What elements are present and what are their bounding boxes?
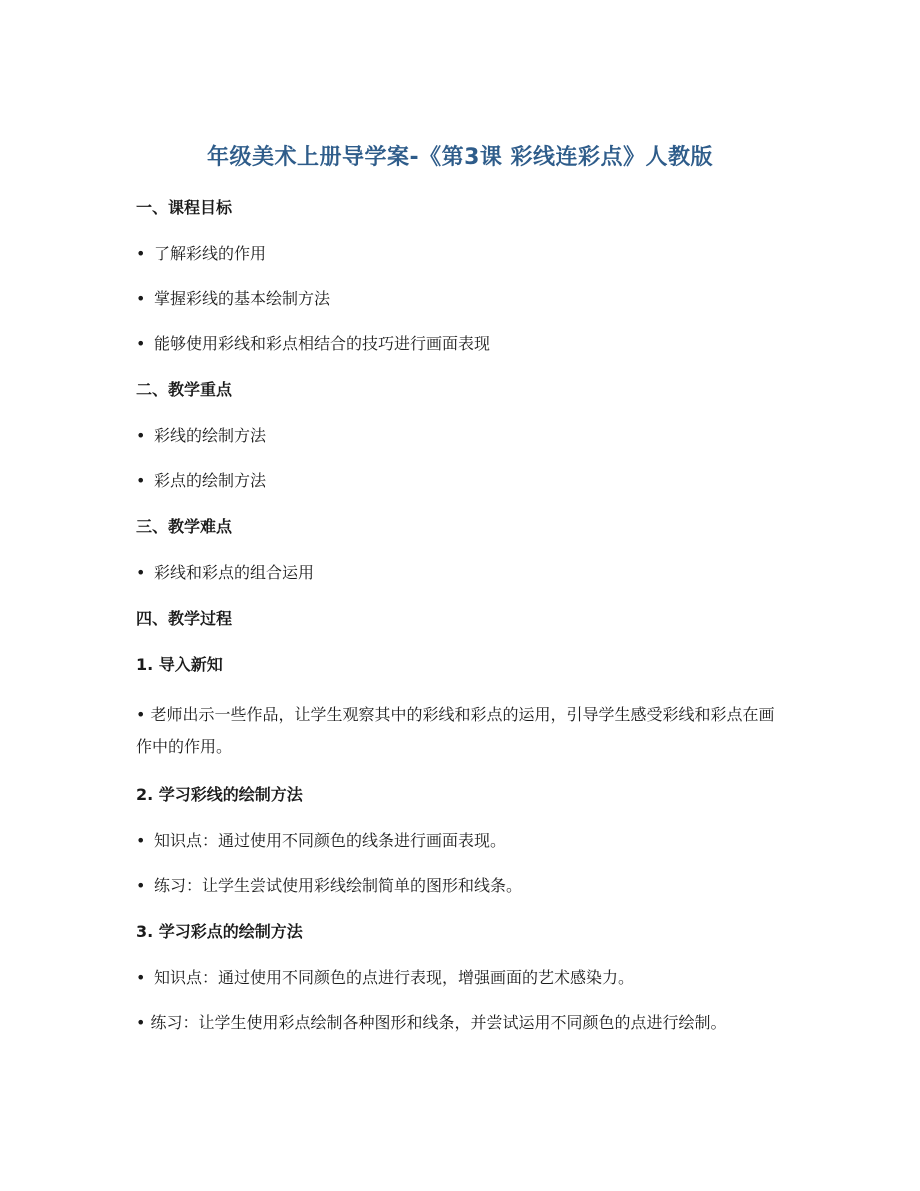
bullet-icon: • [136, 426, 146, 445]
section-heading-process: 四、教学过程 [136, 609, 233, 628]
list-item [136, 829, 784, 853]
bullet-icon: • [136, 289, 146, 308]
list-item-text: 彩线的绘制方法 [154, 426, 267, 445]
list-item [136, 561, 784, 585]
list-item-text: 知识点：通过使用不同颜色的点进行表现，增强画面的艺术感染力。 [154, 968, 635, 987]
step-heading-3: 3. 学习彩点的绘制方法 [136, 922, 303, 941]
bullet-icon: • [136, 563, 146, 582]
list-item [136, 332, 784, 356]
list-item [136, 469, 784, 493]
bullet-icon: • [136, 471, 146, 490]
section-heading-difficulties: 三、教学难点 [136, 517, 233, 536]
list-item [136, 699, 784, 763]
section-heading-key-points: 二、教学重点 [136, 380, 233, 399]
bullet-icon: • [136, 1013, 146, 1032]
step-heading-2: 2. 学习彩线的绘制方法 [136, 785, 303, 804]
list-item-text: 老师出示一些作品，让学生观察其中的彩线和彩点的运用，引导学生感受彩线和彩点在画作中的作用。 [136, 705, 775, 756]
bullet-icon: • [136, 334, 146, 353]
bullet-icon: • [136, 705, 146, 724]
bullet-icon: • [136, 831, 146, 850]
list-item [136, 874, 784, 898]
list-item [136, 287, 784, 311]
section-heading-goals: 一、课程目标 [136, 198, 233, 217]
list-item-text: 练习：让学生使用彩点绘制各种图形和线条，并尝试运用不同颜色的点进行绘制。 [150, 1013, 727, 1032]
step-heading-1: 1. 导入新知 [136, 655, 223, 674]
list-item [136, 242, 784, 266]
bullet-icon: • [136, 968, 146, 987]
list-item-text: 彩点的绘制方法 [154, 471, 267, 490]
list-item-text: 掌握彩线的基本绘制方法 [154, 289, 331, 308]
list-item-text: 知识点：通过使用不同颜色的线条进行画面表现。 [154, 831, 507, 850]
list-item-text: 彩线和彩点的组合运用 [154, 563, 315, 582]
list-item [136, 1007, 784, 1039]
list-item-text: 能够使用彩线和彩点相结合的技巧进行画面表现 [154, 334, 491, 353]
list-item-text: 练习：让学生尝试使用彩线绘制简单的图形和线条。 [154, 876, 523, 895]
bullet-icon: • [136, 244, 146, 263]
bullet-icon: • [136, 876, 146, 895]
document-title: 年级美术上册导学案-《第3课 彩线连彩点》人教版 [206, 145, 714, 170]
list-item-text: 了解彩线的作用 [154, 244, 267, 263]
list-item [136, 424, 784, 448]
list-item [136, 966, 784, 990]
